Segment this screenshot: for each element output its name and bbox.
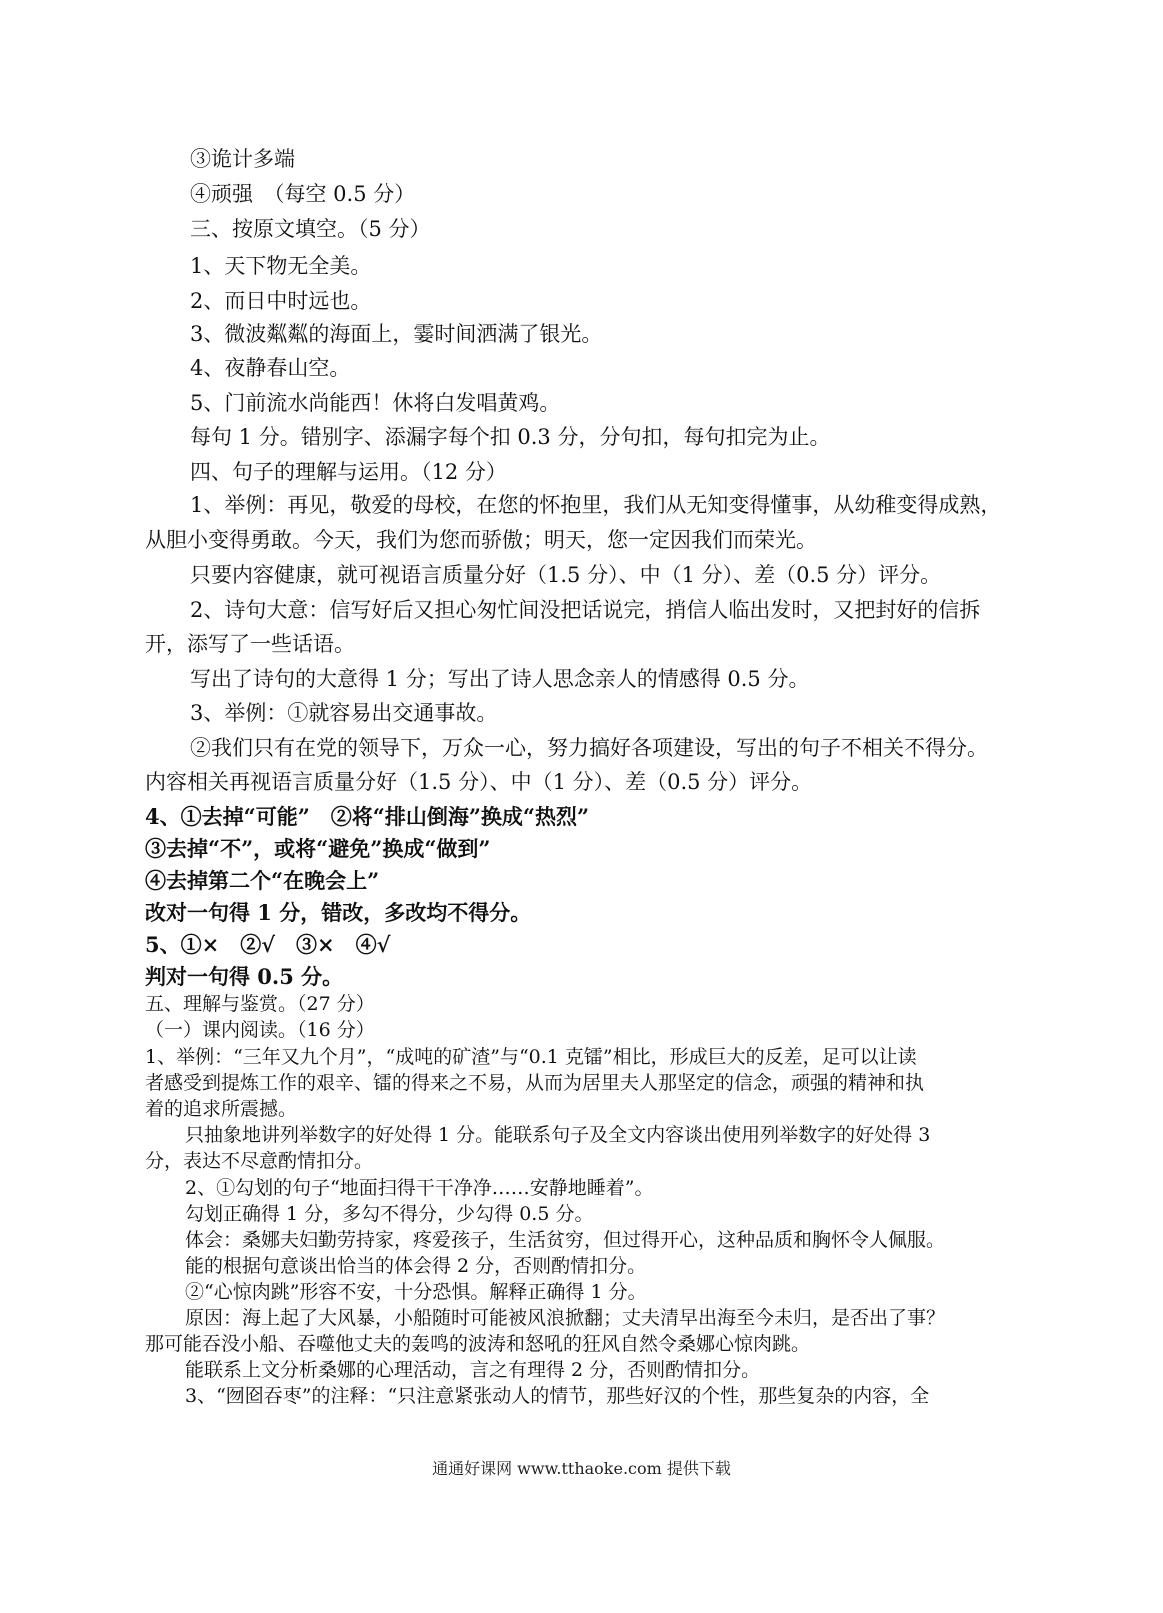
text-line: 3、“囫囵吞枣”的注释：“只注意紧张动人的情节，那些好汉的个性，那些复杂的内容，全 — [185, 1385, 930, 1407]
text-line: 2、①勾划的句子“地面扫得干干净净……安静地睡着”。 — [185, 1177, 654, 1199]
text-line: 能联系上文分析桑娜的心理活动，言之有理得 2 分，否则酌情扣分。 — [185, 1359, 761, 1381]
text-line: 内容相关再视语言质量分好（1.5 分）、中（1 分）、差（0.5 分）评分。 — [145, 770, 813, 794]
section-heading: （一）课内阅读。（16 分） — [145, 1019, 375, 1041]
text-line: 2、而日中时远也。 — [190, 289, 372, 313]
text-line: 1、举例：“三年又九个月”，“成吨的矿渣”与“0.1 克镭”相比，形成巨大的反差，足可以让读 — [145, 1046, 917, 1068]
text-line: 分，表达不尽意酌情扣分。 — [145, 1150, 374, 1172]
text-line: 从胆小变得勇敢。今天，我们为您而骄傲；明天，您一定因我们而荣光。 — [145, 528, 817, 552]
section-heading: 三、按原文填空。（5 分） — [190, 217, 431, 241]
text-line: 体会：桑娜夫妇勤劳持家，疼爱孩子，生活贫穷，但过得开心，这种品质和胸怀令人佩服。 — [185, 1229, 946, 1251]
text-line: 4、①去掉“可能” ②将“排山倒海”换成“热烈” — [145, 804, 590, 829]
text-line: 3、举例：①就容易出交通事故。 — [190, 701, 498, 725]
section-heading: 五、理解与鉴赏。（27 分） — [145, 993, 375, 1015]
text-line: 2、诗句大意：信写好后又担心匆忙间没把话说完，捎信人临出发时，又把封好的信拆 — [190, 598, 981, 622]
text-line: ④顽强 （每空 0.5 分） — [190, 182, 416, 206]
text-line: 勾划正确得 1 分，多勾不得分，少勾得 0.5 分。 — [185, 1203, 594, 1225]
page-footer: 通通好课网 www.tthaoke.com 提供下载 — [432, 1459, 731, 1478]
text-line: 只抽象地讲列举数字的好处得 1 分。能联系句子及全文内容谈出使用列举数字的好处得 3 — [185, 1124, 931, 1146]
text-line: 每句 1 分。错别字、添漏字每个扣 0.3 分，分句扣，每句扣完为止。 — [190, 425, 831, 449]
text-line: ④去掉第二个“在晚会上” — [145, 868, 380, 893]
text-line: 1、天下物无全美。 — [190, 254, 372, 278]
text-line: 5、①× ②√ ③× ④√ — [145, 932, 391, 957]
text-line: ③诡计多端 — [190, 147, 295, 171]
text-line: 能的根据句意谈出恰当的体会得 2 分，否则酌情扣分。 — [185, 1255, 647, 1277]
text-line: ③去掉“不”，或将“避免”换成“做到” — [145, 836, 491, 861]
text-line: 4、夜静春山空。 — [190, 356, 351, 380]
text-line: ②我们只有在党的领导下，万众一心，努力搞好各项建设，写出的句子不相关不得分。 — [190, 736, 988, 760]
text-line: 原因：海上起了大风暴，小船随时可能被风浪掀翻；丈夫清早出海至今未归，是否出了事？ — [185, 1307, 946, 1329]
text-line: ②“心惊肉跳”形容不安，十分恐惧。解释正确得 1 分。 — [185, 1281, 647, 1303]
text-line: 判对一句得 0.5 分。 — [145, 964, 344, 989]
text-line: 改对一句得 1 分，错改，多改均不得分。 — [145, 900, 532, 925]
text-line: 5、门前流水尚能西！休将白发唱黄鸡。 — [190, 391, 561, 415]
text-line: 那可能吞没小船、吞噬他丈夫的轰鸣的波涛和怒吼的狂风自然令桑娜心惊肉跳。 — [145, 1333, 811, 1355]
text-line: 写出了诗句的大意得 1 分；写出了诗人思念亲人的情感得 0.5 分。 — [190, 667, 810, 691]
text-line: 只要内容健康，就可视语言质量分好（1.5 分）、中（1 分）、差（0.5 分）评分。 — [190, 563, 942, 587]
text-line: 3、微波粼粼的海面上，霎时间洒满了银光。 — [190, 322, 603, 346]
text-line: 1、举例：再见，敬爱的母校，在您的怀抱里，我们从无知变得懂事，从幼稚变得成熟， — [190, 493, 1002, 517]
text-line: 开，添写了一些话语。 — [145, 632, 355, 656]
text-line: 者感受到提炼工作的艰辛、镭的得来之不易，从而为居里夫人那坚定的信念，顽强的精神和执 — [145, 1072, 925, 1094]
text-line: 着的追求所震撼。 — [145, 1098, 298, 1120]
section-heading: 四、句子的理解与运用。（12 分） — [190, 460, 507, 484]
